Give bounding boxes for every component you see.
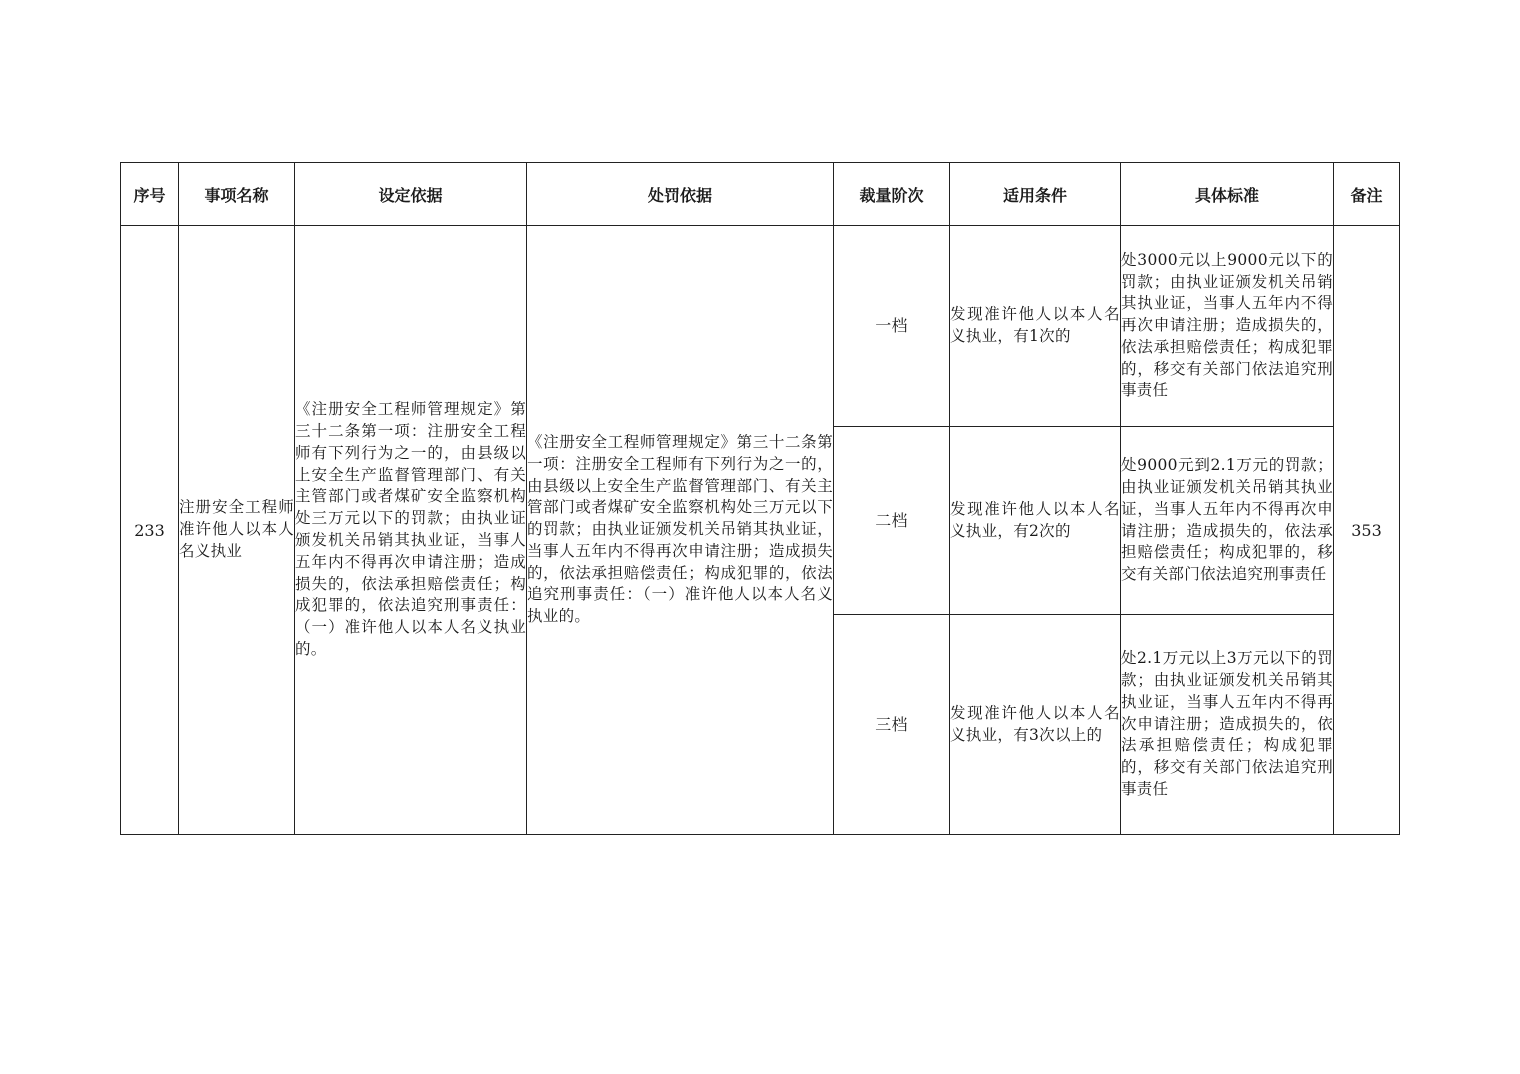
cell-standard-2: 处9000元到2.1万元的罚款；由执业证颁发机关吊销其执业证，当事人五年内不得再次申请注册；造成损失的，依法承担赔偿责任；构成犯罪的，移交有关部门依法追究刑事责任 [1121,427,1334,615]
header-remark: 备注 [1334,163,1400,226]
cell-seq: 233 [121,226,179,835]
header-punish-basis: 处罚依据 [527,163,834,226]
cell-condition-3: 发现准许他人以本人名义执业，有3次以上的 [950,615,1121,835]
cell-punish-basis: 《注册安全工程师管理规定》第三十二条第一项：注册安全工程师有下列行为之一的，由县级以上安全生产监督管理部门、有关主管部门或者煤矿安全监察机构处三万元以下的罚款；由执业证颁发机关吊销其执业证，当事人五年内不得再次申请注册；造成损失的，依法承担赔偿责任；构成犯罪的，依法追究刑事责任：（一）准许他人以本人名义执业的。 [527,226,834,835]
header-level: 裁量阶次 [834,163,950,226]
cell-item-name: 注册安全工程师准许他人以本人名义执业 [179,226,295,835]
header-item-name: 事项名称 [179,163,295,226]
table-row [121,226,1400,427]
cell-level-3: 三档 [834,615,950,835]
header-basis: 设定依据 [295,163,527,226]
cell-condition-2: 发现准许他人以本人名义执业，有2次的 [950,427,1121,615]
cell-condition-1: 发现准许他人以本人名义执业，有1次的 [950,226,1121,427]
cell-standard-3: 处2.1万元以上3万元以下的罚款；由执业证颁发机关吊销其执业证，当事人五年内不得再次申请注册；造成损失的，依法承担赔偿责任；构成犯罪的，移交有关部门依法追究刑事责任 [1121,615,1334,835]
cell-standard-1: 处3000元以上9000元以下的罚款；由执业证颁发机关吊销其执业证，当事人五年内不得再次申请注册；造成损失的，依法承担赔偿责任；构成犯罪的，移交有关部门依法追究刑事责任 [1121,226,1334,427]
cell-basis: 《注册安全工程师管理规定》第三十二条第一项：注册安全工程师有下列行为之一的，由县级以上安全生产监督管理部门、有关主管部门或者煤矿安全监察机构处三万元以下的罚款；由执业证颁发机关吊销其执业证，当事人五年内不得再次申请注册；造成损失的，依法承担赔偿责任；构成犯罪的，依法追究刑事责任：（一）准许他人以本人名义执业的。 [295,226,527,835]
header-seq: 序号 [121,163,179,226]
header-row [121,163,1400,226]
cell-level-1: 一档 [834,226,950,427]
cell-level-2: 二档 [834,427,950,615]
cell-remark: 353 [1334,226,1400,835]
discretion-standard-table [120,162,1400,835]
header-condition: 适用条件 [950,163,1121,226]
header-standard: 具体标准 [1121,163,1334,226]
